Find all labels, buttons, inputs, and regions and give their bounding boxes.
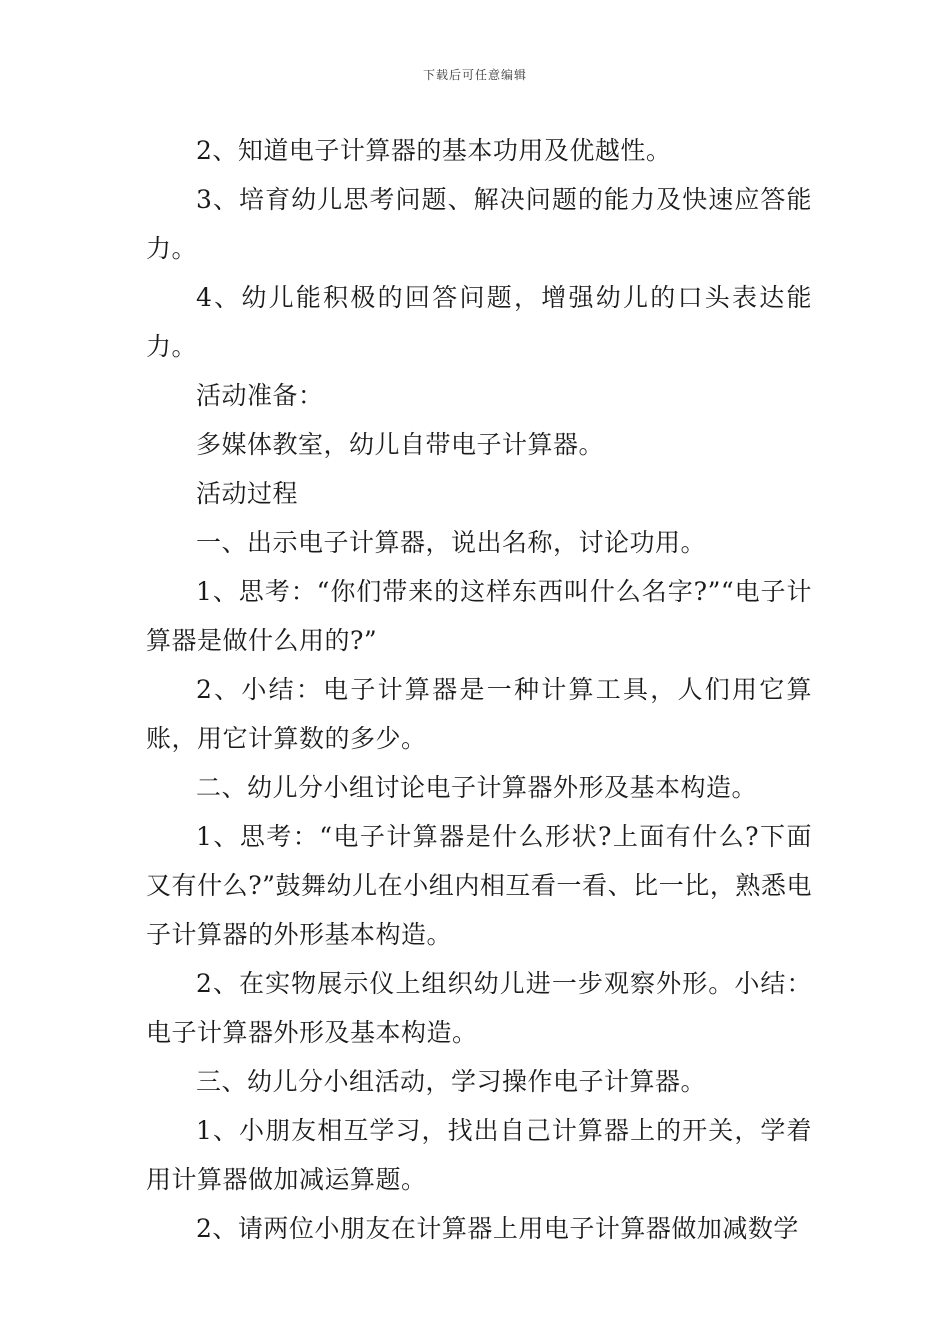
section-three-item-2: 2、请两位小朋友在计算器上用电子计算器做加减数学 [196, 1214, 799, 1243]
section-two-item-2: 2、在实物展示仪上组织幼儿进一步观察外形。小结：电子计算器外形及基本构造。 [146, 969, 812, 1047]
paragraph-goal-3: 3、培育幼儿思考问题、解决问题的能力及快速应答能力。 [146, 185, 812, 263]
section-two-title: 二、幼儿分小组讨论电子计算器外形及基本构造。 [196, 773, 758, 802]
section-two-item-1: 1、思考：“电子计算器是什么形状?上面有什么?下面又有什么?”鼓舞幼儿在小组内相互看一看、比一比，熟悉电子计算器的外形基本构造。 [146, 822, 812, 949]
section-three-item-1: 1、小朋友相互学习，找出自己计算器上的开关，学着用计算器做加减运算题。 [146, 1116, 812, 1194]
paragraph-preparation: 多媒体教室，幼儿自带电子计算器。 [196, 430, 605, 459]
paragraph-goal-4: 4、幼儿能积极的回答问题，增强幼儿的口头表达能力。 [146, 283, 812, 361]
section-one-title: 一、出示电子计算器，说出名称，讨论功用。 [196, 528, 707, 557]
section-three-title: 三、幼儿分小组活动，学习操作电子计算器。 [196, 1067, 707, 1096]
page-header-note: 下载后可任意编辑 [422, 68, 527, 82]
heading-process: 活动过程 [196, 479, 299, 508]
document-body [146, 126, 812, 1253]
section-one-item-1: 1、思考：“你们带来的这样东西叫什么名字?”“电子计算器是做什么用的?” [146, 577, 812, 655]
paragraph-goal-2: 2、知道电子计算器的基本功用及优越性。 [196, 136, 672, 165]
heading-preparation: 活动准备： [196, 381, 324, 410]
section-one-item-2: 2、小结：电子计算器是一种计算工具，人们用它算账，用它计算数的多少。 [146, 675, 812, 753]
